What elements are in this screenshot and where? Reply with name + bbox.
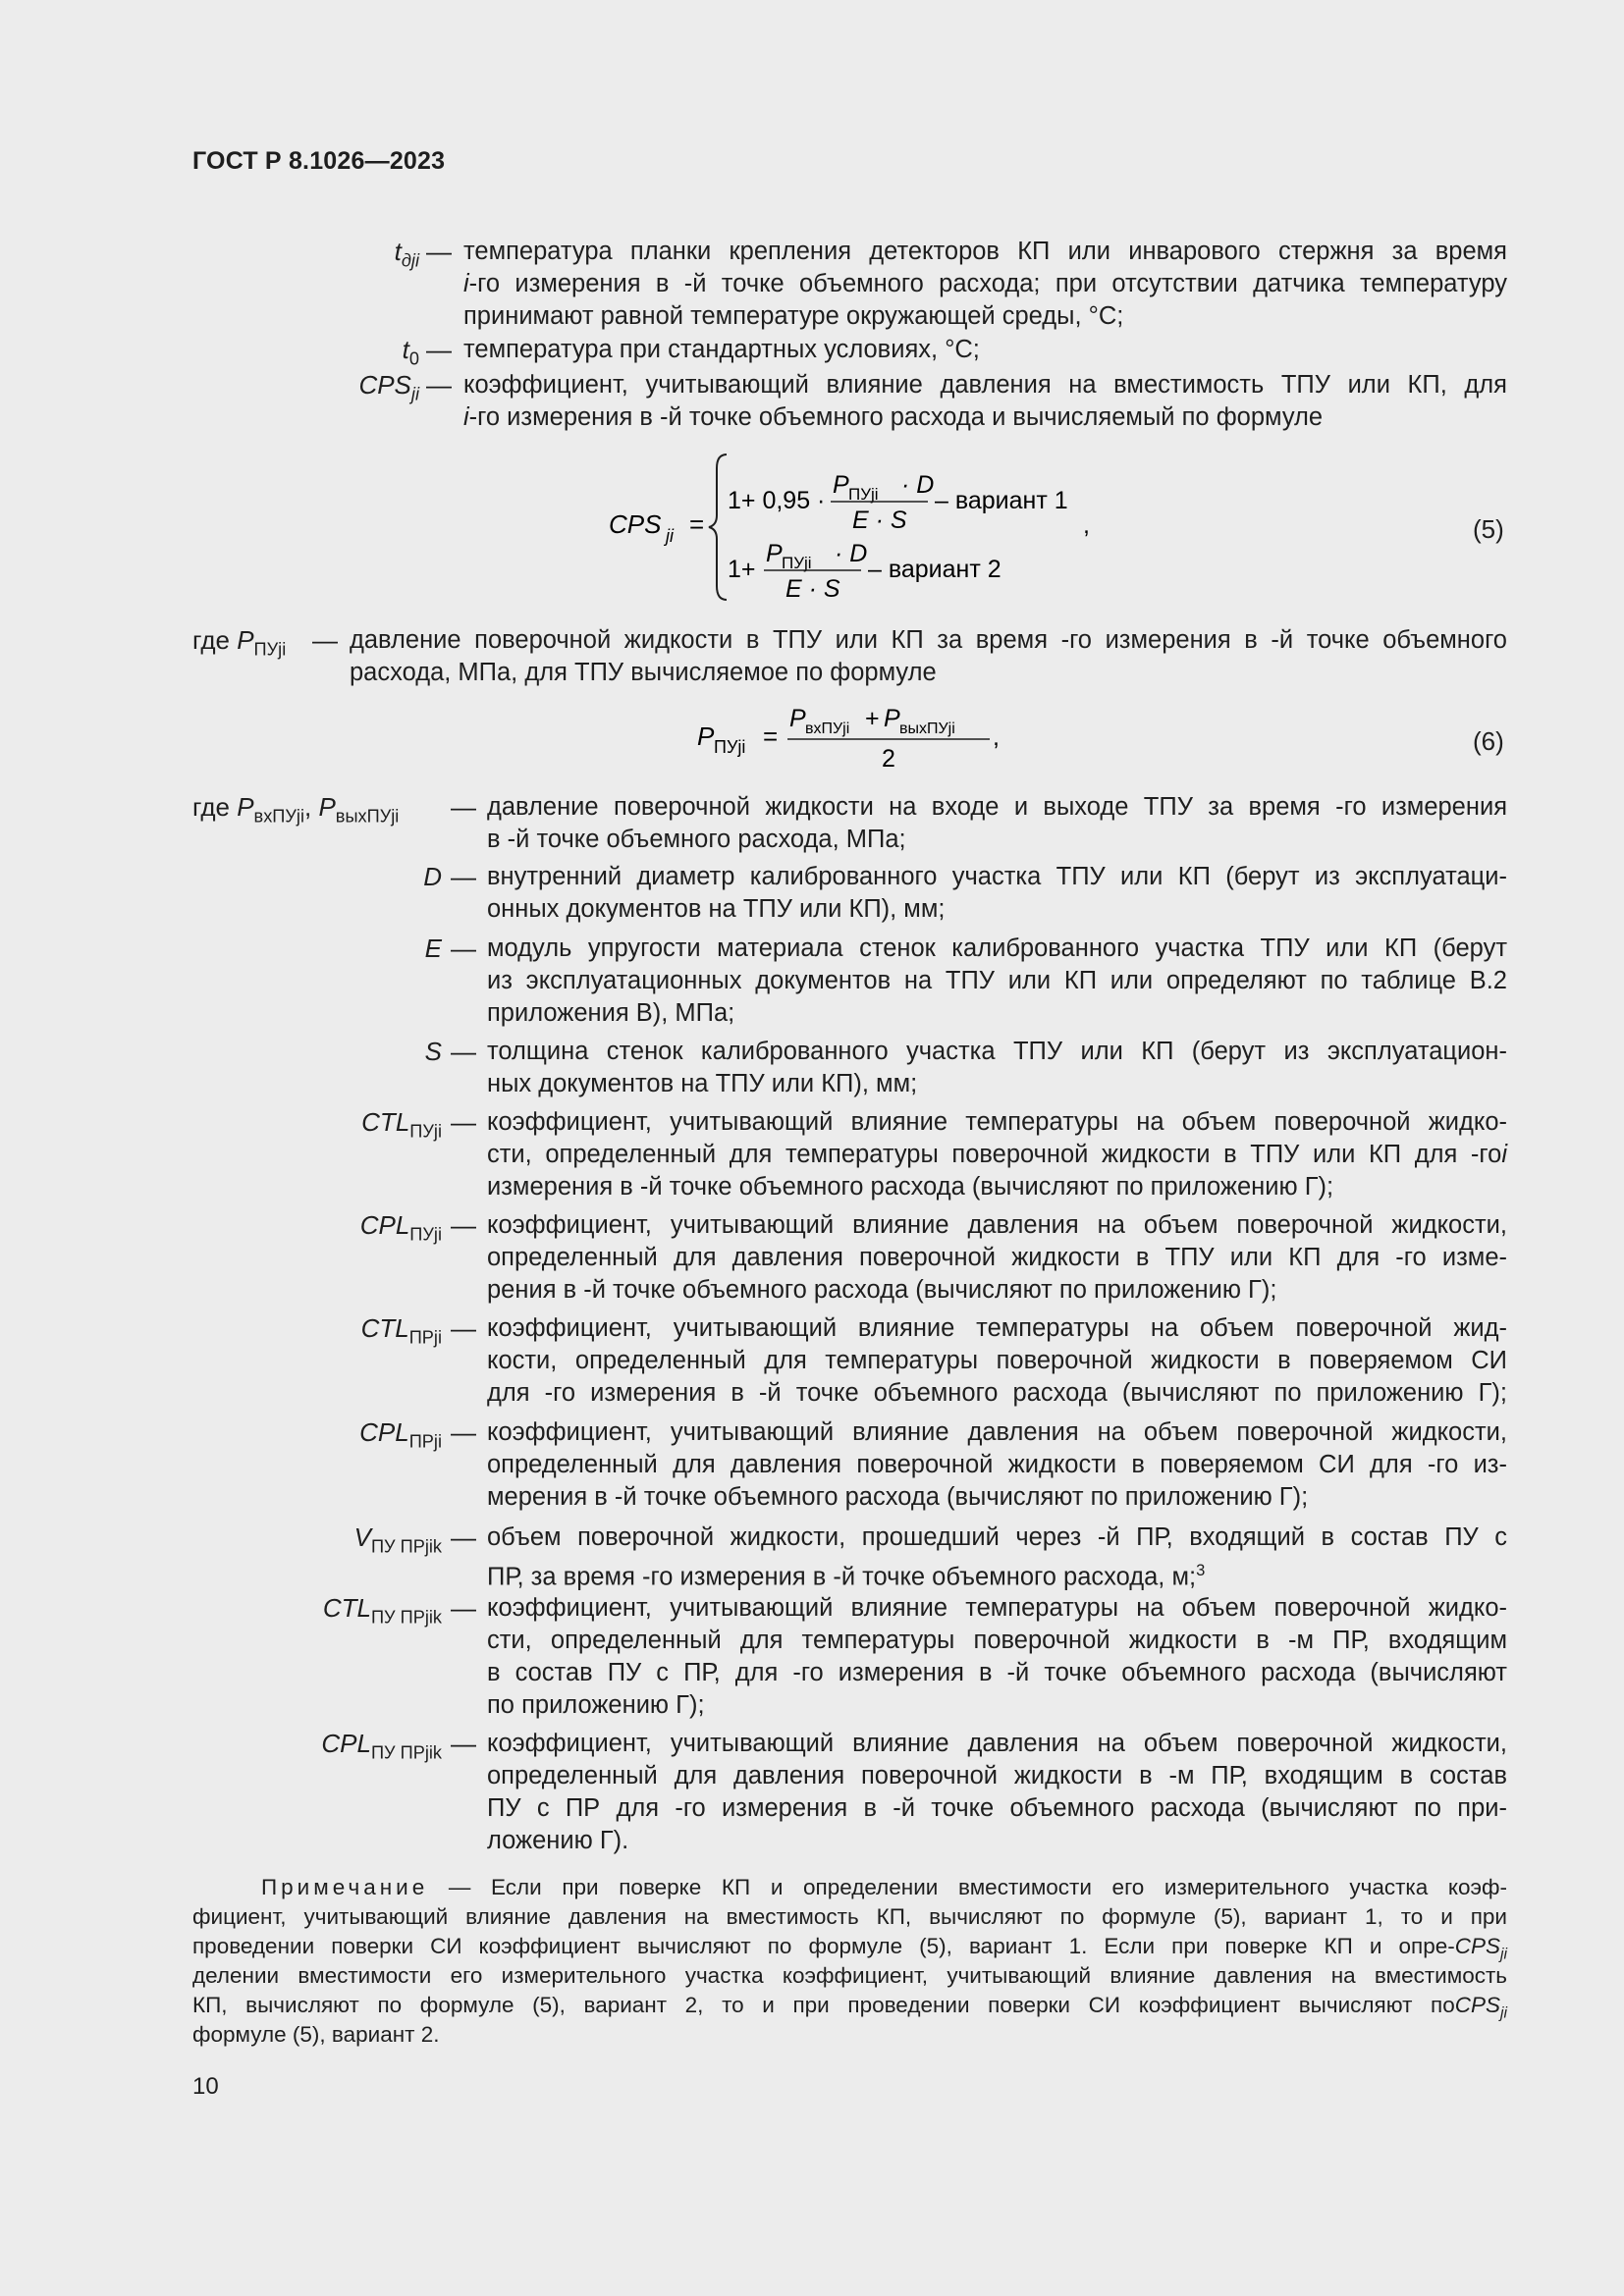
def-line: коэффициент, учитывающий влияние температуры на объем поверочной жидко-: [487, 1108, 1507, 1136]
def-line: объем поверочной жидкости, прошедший через -й ПР, входящий в состав ПУ с: [487, 1523, 1507, 1551]
f6-comma: ,: [993, 723, 1000, 751]
def-line: ПР, за время -го измерения в -й точке объемного расхода, м;$^3$: [487, 1561, 1206, 1591]
f6-num2-sub: выхПУji: [899, 721, 955, 737]
def-line: коэффициент, учитывающий влияние давления на объем поверочной жидкости,: [487, 1730, 1507, 1757]
f5-lhs-sub: ji: [666, 526, 674, 546]
note-line: делении вместимости его измерительного участка коэффициент, учитывающий влияние давления на вместимость: [192, 1963, 1507, 1988]
def-line: измерения в -й точке объемного расхода (вычисляют по приложению Г);: [487, 1173, 1334, 1201]
em-dash: —: [451, 792, 476, 822]
symbol-t0: $t_0$: [402, 335, 419, 369]
symbol-ctl-pu-pr: $CTL_{ПУ ПРjik}$: [322, 1593, 442, 1628]
def-line: принимают равной температуре окружающей среды, °С;: [463, 302, 1124, 330]
def-line: ложению Г).: [487, 1827, 629, 1854]
def-line: в -й точке объемного расхода, МПа;: [487, 826, 906, 853]
f5-row2-den: E · S: [785, 575, 840, 603]
symbol-cpl-pr: $CPL_{ПРji}$: [359, 1417, 442, 1452]
gde-pvh-pvyh: где $P_{вхПУji}$, $P_{выхПУji}$: [192, 792, 400, 827]
note-label: Примечание: [261, 1875, 429, 1899]
def-line: температура при стандартных условиях, °С;: [463, 336, 980, 363]
symbol-ctl-pu: $CTL_{ПУji}$: [361, 1107, 442, 1142]
f5-comma: ,: [1083, 511, 1090, 539]
def-line: температура планки крепления детекторов КП или инварового стержня за время: [463, 238, 1507, 265]
f5-brace: [709, 454, 727, 600]
formula-6: [687, 695, 1021, 783]
def-line: сти, определенный для температуры поверочной жидкости в -м ПР, входящим: [487, 1627, 1507, 1654]
formula-5-number: (5): [1473, 514, 1504, 544]
symbol-cps-ji: $CPS_{ji}$: [358, 370, 419, 404]
symbol-ctl-pr: $CTL_{ПРji}$: [360, 1313, 442, 1348]
symbol-v-pu-pr: $V_{ПУ ПРjik}$: [353, 1522, 442, 1557]
def-line: коэффициент, учитывающий влияние давления на объем поверочной жидкости,: [487, 1211, 1507, 1239]
symbol-cpl-pu: $CPL_{ПУji}$: [359, 1210, 442, 1245]
f6-plus: +: [865, 705, 880, 732]
f6-equals: =: [763, 721, 779, 751]
f5-variant1: – вариант 1: [935, 487, 1068, 514]
f5-row2-prefix: 1+: [728, 556, 756, 583]
em-dash: —: [451, 1037, 476, 1066]
def-line: определенный для давления поверочной жидкости в -м ПР, входящим в состав: [487, 1762, 1507, 1789]
def-line: из эксплуатационных документов на ТПУ или КП или определяют по таблице В.2: [487, 967, 1507, 994]
em-dash: —: [451, 1593, 476, 1623]
def-line: онных документов на ТПУ или КП), мм;: [487, 895, 946, 923]
note-line: Примечание — Если при поверке КП и определении вместимости его измерительного участка коэф-: [261, 1875, 1507, 1899]
f5-lhs: CPS: [609, 509, 662, 539]
def-line: определенный для давления поверочной жидкости в поверяемом СИ для -го из-: [487, 1451, 1507, 1478]
f5-row2-num-tail: · D: [835, 540, 868, 567]
def-line: в состав ПУ с ПР, для -го измерения в -й точке объемного расхода (вычисляют: [487, 1659, 1507, 1686]
def-line: сти, определенный для температуры поверочной жидкости в ТПУ или КП для -гоi: [487, 1141, 1507, 1168]
def-line: кости, определенный для температуры поверочной жидкости в поверяемом СИ: [487, 1347, 1507, 1374]
def-line: коэффициент, учитывающий влияние температуры на объем поверочной жидко-: [487, 1594, 1507, 1622]
note-line: КП, вычисляют по формуле (5), вариант 2, то и при проведении поверки СИ коэффициент вычисляют поCPS$_{ji}$: [192, 1993, 1507, 2022]
em-dash: —: [426, 370, 452, 400]
note-line: фициент, учитывающий влияние давления на вместимость КП, вычисляют по формуле (5), вариант 1, то и при: [192, 1904, 1507, 1929]
note-line: формуле (5), вариант 2.: [192, 2022, 440, 2047]
def-line: коэффициент, учитывающий влияние температуры на объем поверочной жид-: [487, 1314, 1507, 1342]
f5-row1-prefix: 1+ 0,95 ·: [728, 487, 826, 514]
symbol-cpl-pu-pr: $CPL_{ПУ ПРjik}$: [321, 1729, 442, 1763]
def-line: мерения в -й точке объемного расхода (вычисляют по приложению Г);: [487, 1483, 1309, 1511]
def-line: давление поверочной жидкости на входе и выходе ТПУ за время -го измерения: [487, 793, 1507, 821]
page-header: ГОСТ Р 8.1026—2023: [192, 147, 446, 175]
f5-variant2: – вариант 2: [868, 556, 1001, 583]
def-line: i-го измерения в -й точке объемного расхода; при отсутствии датчика температуру: [463, 270, 1507, 297]
f6-lhs: P: [697, 721, 715, 751]
symbol-t-dji: $t_{дji}$: [394, 237, 419, 271]
em-dash: —: [451, 1107, 476, 1137]
em-dash: —: [451, 1313, 476, 1343]
f5-row1-num-p: P: [833, 471, 849, 499]
em-dash: —: [312, 625, 338, 655]
def-line: коэффициент, учитывающий влияние давления на объем поверочной жидкости,: [487, 1418, 1507, 1446]
def-line: расхода, МПа, для ТПУ вычисляемое по формуле: [350, 659, 937, 686]
formula-5: [599, 447, 1110, 609]
symbol-d: D: [423, 862, 442, 891]
def-line: модуль упругости материала стенок калиброванного участка ТПУ или КП (берут: [487, 934, 1507, 962]
def-line: приложения В), МПа;: [487, 999, 735, 1027]
em-dash: —: [451, 934, 476, 963]
def-line: ных документов на ТПУ или КП), мм;: [487, 1070, 918, 1097]
f6-lhs-sub: ПУji: [714, 737, 746, 757]
def-line: толщина стенок калиброванного участка ТПУ или КП (берут из эксплуатацион-: [487, 1038, 1507, 1065]
em-dash: —: [451, 1729, 476, 1758]
f5-row1-num-tail: · D: [901, 471, 935, 499]
em-dash: —: [451, 1417, 476, 1447]
symbol-s: S: [424, 1037, 442, 1066]
def-line: i-го измерения в -й точке объемного расхода и вычисляемый по формуле: [463, 403, 1324, 431]
em-dash: —: [451, 1522, 476, 1552]
def-line: давление поверочной жидкости в ТПУ или КП за время -го измерения в -й точке объемного: [350, 626, 1507, 654]
note-line: проведении поверки СИ коэффициент вычисляют по формуле (5), вариант 1. Если при поверке КП и опре-$CPS_{ji}$: [192, 1934, 1507, 1963]
f5-row2-num-p: P: [766, 540, 783, 567]
f6-num1-sub: вхПУji: [805, 721, 850, 737]
em-dash: —: [451, 1210, 476, 1240]
f6-den: 2: [882, 745, 895, 773]
gde-ppu: где $P_{ПУji}$: [192, 625, 287, 660]
em-dash: —: [426, 335, 452, 364]
def-line: для -го измерения в -й точке объемного расхода (вычисляют по приложению Г);: [487, 1379, 1507, 1407]
em-dash: —: [451, 862, 476, 891]
f5-row1-den: E · S: [852, 507, 907, 534]
em-dash: —: [426, 237, 452, 266]
def-line: рения в -й точке объемного расхода (вычисляют по приложению Г);: [487, 1276, 1277, 1304]
def-line: по приложению Г);: [487, 1691, 705, 1719]
def-line: определенный для давления поверочной жидкости в ТПУ или КП для -го изме-: [487, 1244, 1507, 1271]
f5-row2-num-sub: ПУji: [782, 554, 812, 572]
f6-num1: P: [789, 705, 806, 732]
f6-num2: P: [884, 705, 900, 732]
def-line: коэффициент, учитывающий влияние давления на вместимость ТПУ или КП, для: [463, 371, 1507, 399]
page-number: 10: [192, 2073, 219, 2100]
symbol-e: E: [424, 934, 442, 963]
formula-6-number: (6): [1473, 726, 1504, 756]
f5-row1-num-sub: ПУji: [848, 485, 879, 504]
f5-equals: =: [689, 509, 705, 539]
def-line: ПУ с ПР для -го измерения в -й точке объемного расхода (вычисляют по при-: [487, 1794, 1507, 1822]
def-line: внутренний диаметр калиброванного участка ТПУ или КП (берут из эксплуатаци-: [487, 863, 1507, 890]
